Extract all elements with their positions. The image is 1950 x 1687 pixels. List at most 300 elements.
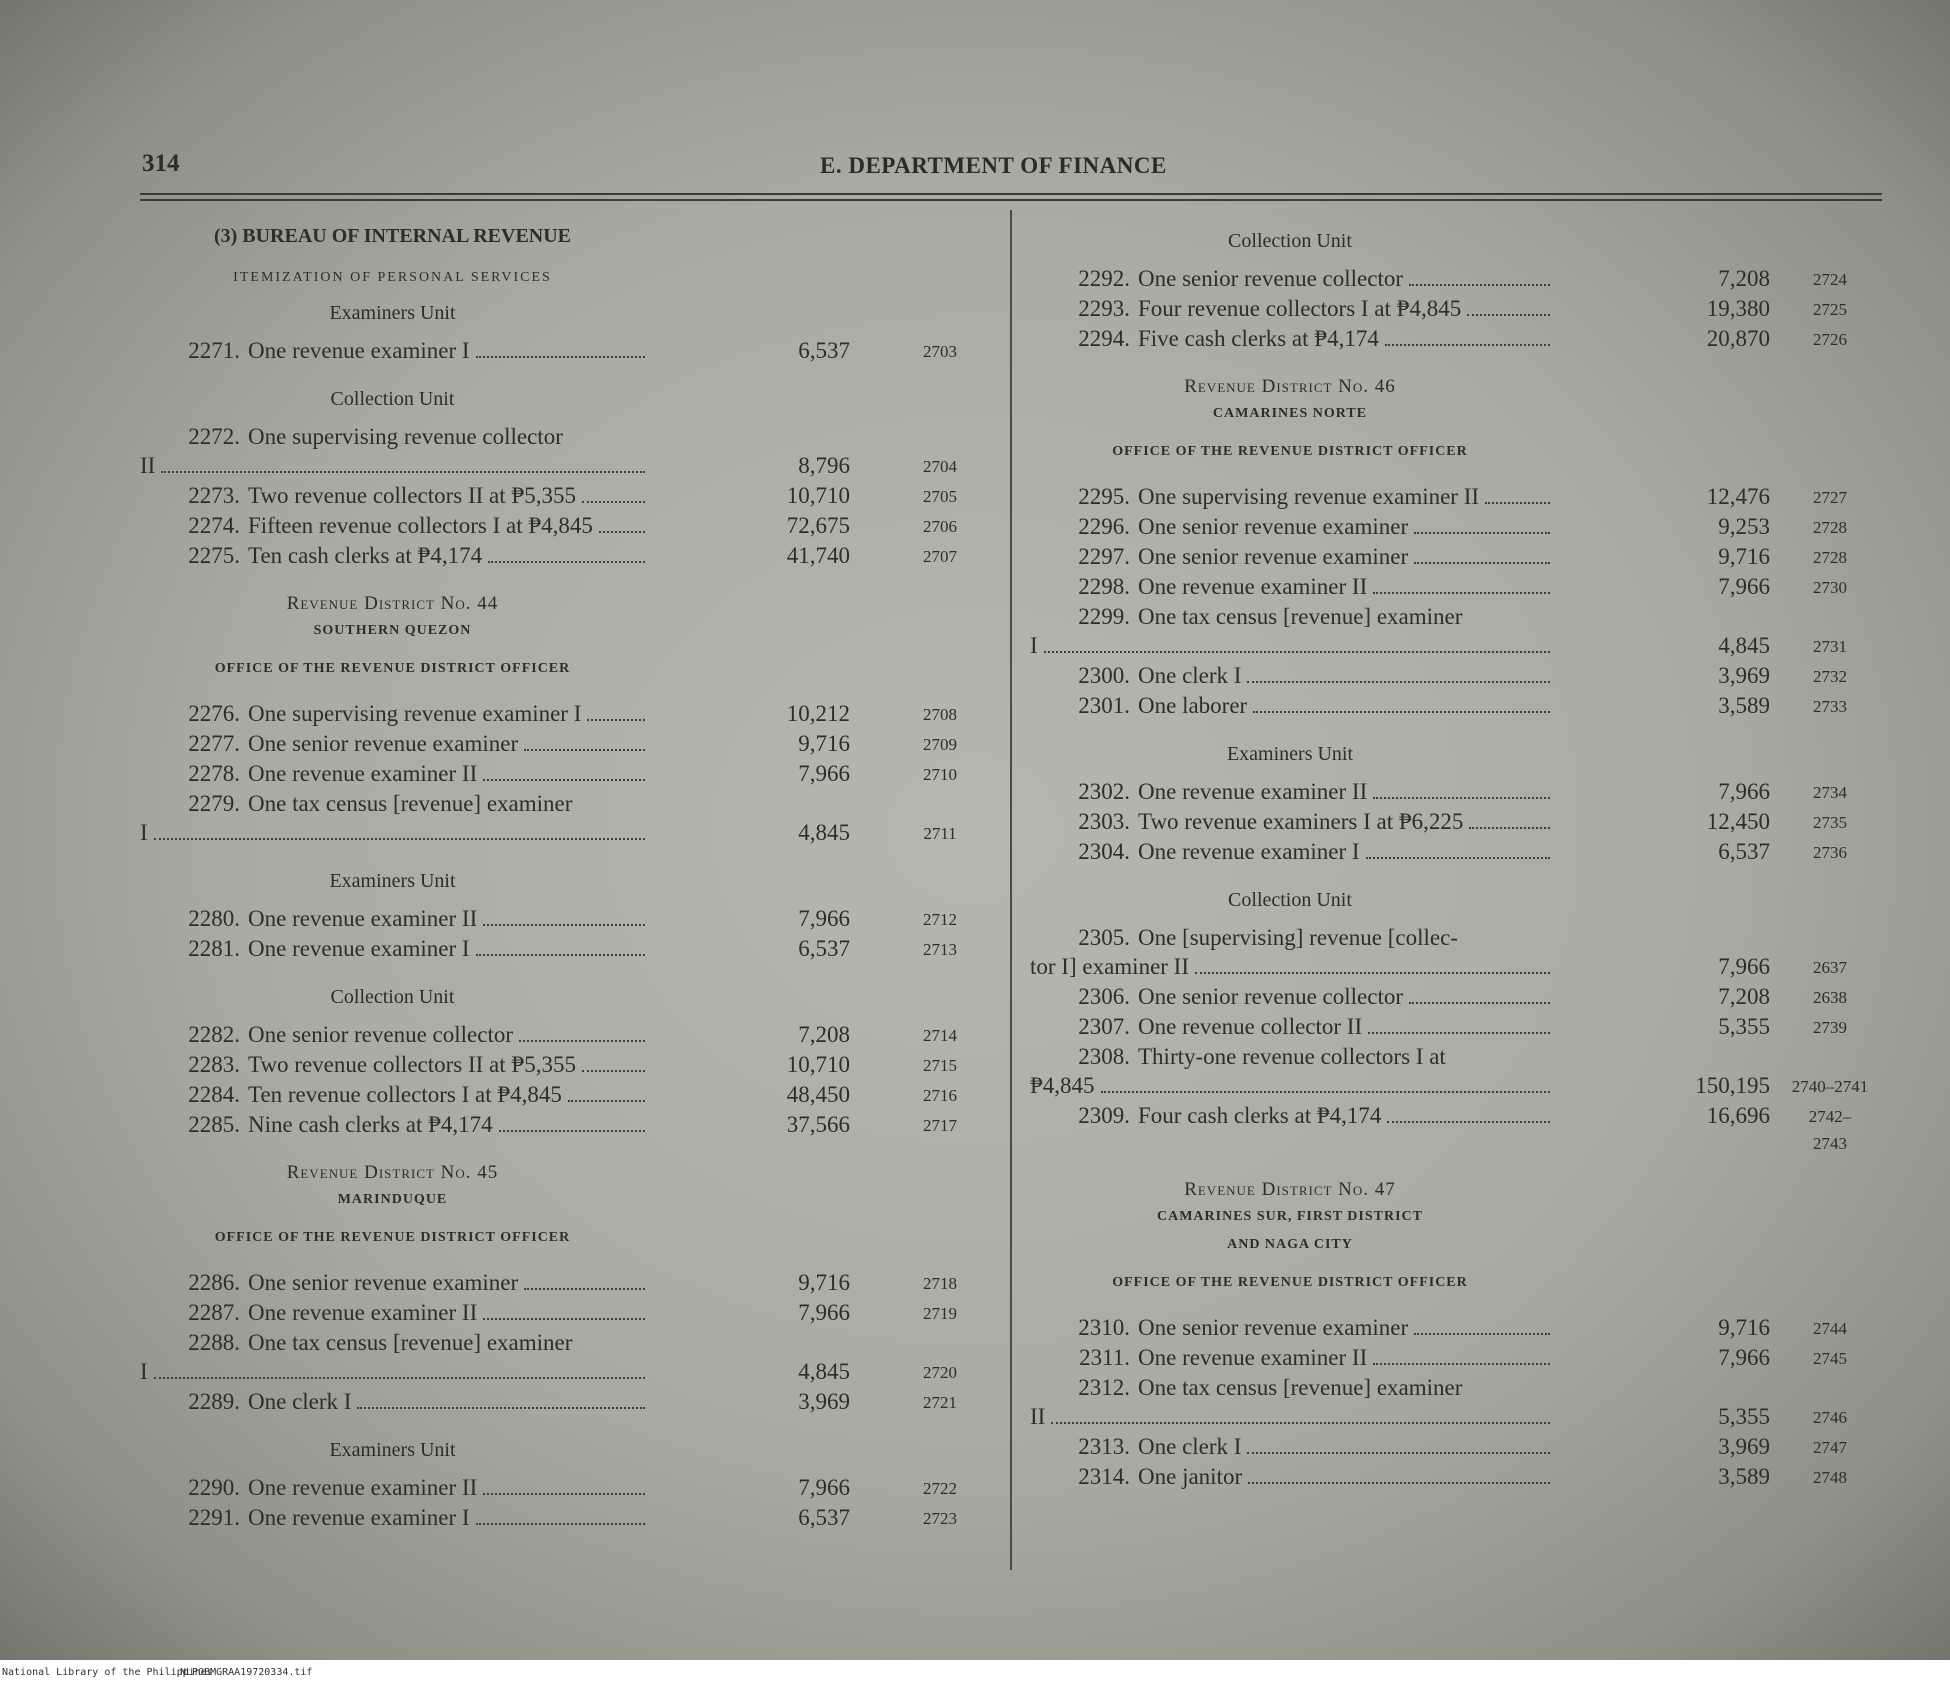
item-description-text: One supervising revenue examiner II [1138, 484, 1480, 509]
leader-dots [1373, 576, 1550, 594]
item-number: 2314. [1078, 1464, 1130, 1489]
item-amount: 8,796 [798, 453, 850, 478]
item-description [248, 483, 645, 509]
item-amount: 48,450 [786, 1082, 850, 1107]
item-number: 2272. [188, 424, 240, 449]
leader-dots [1368, 1016, 1550, 1034]
item-description-continued [140, 1359, 645, 1385]
item-description [248, 1330, 645, 1356]
leader-dots [599, 515, 645, 533]
leader-dots [488, 545, 645, 563]
item-amount: 9,716 [798, 1270, 850, 1295]
page-number: 314 [142, 150, 180, 177]
item-number: 2301. [1078, 693, 1130, 718]
line-item [1030, 266, 1890, 296]
line-item [1030, 1375, 1890, 1429]
itemization-heading: ITEMIZATION OF PERSONAL SERVICES [233, 270, 552, 285]
item-number: 2288. [188, 1330, 240, 1355]
item-description-text: One senior revenue examiner [248, 731, 519, 756]
item-description-text: One revenue examiner I [248, 338, 470, 363]
item-amount: 3,589 [1718, 1464, 1770, 1489]
leader-dots [154, 822, 645, 840]
leader-dots [1101, 1075, 1550, 1093]
continued-text: I [1030, 633, 1038, 658]
item-description [1138, 484, 1550, 510]
item-description [1138, 925, 1550, 951]
item-amount: 12,450 [1706, 809, 1770, 834]
item-description [248, 1112, 645, 1138]
item-description [248, 1505, 645, 1531]
line-item [140, 1475, 1000, 1505]
item-number: 2280. [188, 906, 240, 931]
item-description-text: One tax census [revenue] examiner [248, 1330, 573, 1355]
continued-text: I [140, 1359, 148, 1384]
leader-dots [483, 763, 645, 781]
item-reference: 2720 [923, 1363, 957, 1382]
header-rule-bottom [140, 199, 1882, 201]
item-number: 2306. [1078, 984, 1130, 1009]
leader-dots [1366, 841, 1550, 859]
header-rule-top [140, 193, 1882, 195]
item-description-text: Five cash clerks at ₱4,174 [1138, 326, 1379, 351]
item-amount: 5,355 [1718, 1014, 1770, 1039]
item-description [248, 1022, 645, 1048]
item-description-text: One laborer [1138, 693, 1248, 718]
item-description [248, 791, 645, 817]
item-reference: 2704 [923, 457, 957, 476]
item-amount: 72,675 [786, 513, 850, 538]
item-description-text: One senior revenue examiner [1138, 1315, 1409, 1340]
item-description-text: One janitor [1138, 1464, 1243, 1489]
item-description [248, 761, 645, 787]
line-item [1030, 984, 1890, 1014]
item-description [1138, 1315, 1550, 1341]
leader-dots [1253, 695, 1550, 713]
item-amount: 3,969 [1718, 1434, 1770, 1459]
item-number: 2308. [1078, 1044, 1130, 1069]
item-reference: 2708 [923, 705, 957, 724]
leader-dots [1485, 486, 1550, 504]
line-item [1030, 574, 1890, 604]
item-number: 2283. [188, 1052, 240, 1077]
item-reference: 2734 [1813, 783, 1847, 802]
item-number: 2291. [188, 1505, 240, 1530]
line-item [140, 483, 1000, 513]
item-reference: 2728 [1813, 548, 1847, 567]
item-amount: 3,589 [1718, 693, 1770, 718]
item-description-text: One clerk I [248, 1389, 352, 1414]
leader-dots [1247, 1436, 1550, 1454]
item-description-text: Thirty-one revenue collectors I at [1138, 1044, 1446, 1069]
item-description [248, 513, 645, 539]
line-item [140, 701, 1000, 731]
leader-dots [1409, 986, 1550, 1004]
line-item [1030, 296, 1890, 326]
item-number: 2309. [1078, 1103, 1130, 1128]
page-title: E. DEPARTMENT OF FINANCE [820, 153, 1167, 178]
item-description [1138, 779, 1550, 805]
item-amount: 7,208 [798, 1022, 850, 1047]
item-reference: 2721 [923, 1393, 957, 1412]
item-description [1138, 296, 1550, 322]
office-heading: OFFICE OF THE REVENUE DISTRICT OFFICER [1112, 1275, 1468, 1290]
item-reference: 2724 [1813, 270, 1847, 289]
line-item [1030, 1044, 1890, 1098]
unit-heading: Collection Unit [330, 388, 455, 410]
item-description-text: One revenue examiner II [1138, 1345, 1368, 1370]
item-reference: 2707 [923, 547, 957, 566]
item-reference: 2718 [923, 1274, 957, 1293]
line-item [1030, 484, 1890, 514]
office-heading: OFFICE OF THE REVENUE DISTRICT OFFICER [214, 1230, 571, 1245]
leader-dots [587, 703, 645, 721]
item-reference: 2714 [923, 1026, 957, 1045]
item-description-text: One senior revenue examiner [1138, 544, 1409, 569]
item-reference: 2717 [923, 1116, 957, 1135]
unit-heading: Collection Unit [1228, 230, 1352, 252]
line-item [140, 543, 1000, 573]
item-description-text: Ten cash clerks at ₱4,174 [248, 543, 483, 568]
item-number: 2285. [188, 1112, 240, 1137]
column-divider [1010, 210, 1012, 1570]
item-number: 2292. [1078, 266, 1130, 291]
item-description-text: One senior revenue collector [1138, 984, 1404, 1009]
item-number: 2311. [1079, 1345, 1130, 1370]
item-description-text: One revenue examiner II [248, 1475, 478, 1500]
item-description [1138, 839, 1550, 865]
line-item [1030, 1434, 1890, 1464]
item-description-text: One revenue examiner I [1138, 839, 1360, 864]
line-item [1030, 514, 1890, 544]
item-description-text: One revenue examiner I [248, 1505, 470, 1530]
leader-dots [582, 1054, 645, 1072]
item-amount: 6,537 [798, 338, 850, 363]
line-item [140, 1022, 1000, 1052]
item-description-text: One tax census [revenue] examiner [1138, 604, 1463, 629]
item-description-text: One tax census [revenue] examiner [248, 791, 573, 816]
leader-dots [476, 1507, 645, 1525]
line-item [1030, 693, 1890, 723]
district-heading: Revenue District No. 44 [286, 593, 499, 614]
item-reference: 2748 [1813, 1468, 1847, 1487]
continued-text: tor I] examiner II [1030, 954, 1190, 979]
item-description [1138, 1375, 1550, 1401]
item-description [1138, 574, 1550, 600]
item-number: 2307. [1078, 1014, 1130, 1039]
item-amount: 7,966 [798, 906, 850, 931]
item-amount: 12,476 [1706, 484, 1770, 509]
item-amount: 20,870 [1706, 326, 1770, 351]
item-reference: 2722 [923, 1479, 957, 1498]
item-reference: 2746 [1813, 1408, 1847, 1427]
district-heading: Revenue District No. 46 [1184, 376, 1396, 397]
item-amount: 7,966 [1718, 954, 1770, 979]
item-number: 2302. [1078, 779, 1130, 804]
item-amount: 41,740 [786, 543, 850, 568]
item-reference-continued: 2743 [1813, 1134, 1847, 1153]
item-reference: 2703 [923, 342, 957, 361]
item-reference: 2710 [923, 765, 957, 784]
item-reference: 2735 [1813, 813, 1847, 832]
leader-dots [1414, 516, 1550, 534]
continued-text: ₱4,845 [1030, 1073, 1095, 1098]
item-number: 2282. [188, 1022, 240, 1047]
item-reference: 2723 [923, 1509, 957, 1528]
item-number: 2305. [1078, 925, 1130, 950]
leader-dots [1051, 1406, 1550, 1424]
leader-dots [476, 938, 645, 956]
item-reference: 2725 [1813, 300, 1847, 319]
leader-dots [1195, 956, 1550, 974]
line-item [140, 424, 1000, 478]
item-amount: 19,380 [1706, 296, 1770, 321]
item-reference: 2716 [923, 1086, 957, 1105]
item-number: 2298. [1078, 574, 1130, 599]
item-description-text: One revenue examiner II [248, 906, 478, 931]
item-description-text: One revenue examiner II [1138, 574, 1368, 599]
item-reference: 2712 [923, 910, 957, 929]
leader-dots [1373, 781, 1550, 799]
leader-dots [568, 1084, 645, 1102]
leader-dots [524, 733, 645, 751]
item-reference: 2715 [923, 1056, 957, 1075]
line-item [1030, 1103, 1890, 1153]
line-item [140, 936, 1000, 966]
item-reference: 2713 [923, 940, 957, 959]
district-heading: Revenue District No. 47 [1184, 1179, 1396, 1200]
leader-dots [1414, 546, 1550, 564]
item-amount: 7,966 [1718, 779, 1770, 804]
leader-dots [1467, 298, 1550, 316]
line-item [1030, 1464, 1890, 1494]
item-reference: 2736 [1813, 843, 1847, 862]
item-amount: 9,716 [1718, 544, 1770, 569]
line-item [140, 1505, 1000, 1535]
item-number: 2304. [1078, 839, 1130, 864]
item-amount: 9,253 [1718, 514, 1770, 539]
leader-dots [499, 1114, 645, 1132]
item-description-continued [140, 820, 645, 846]
item-amount: 4,845 [1718, 633, 1770, 658]
item-reference: 2740–2741 [1791, 1077, 1869, 1096]
item-amount: 7,966 [798, 1475, 850, 1500]
item-reference: 2706 [923, 517, 957, 536]
item-description-text: One revenue examiner II [248, 761, 478, 786]
item-reference: 2730 [1813, 578, 1847, 597]
item-amount: 6,537 [798, 1505, 850, 1530]
item-number: 2300. [1078, 663, 1130, 688]
item-description-text: One [supervising] revenue [collec- [1138, 925, 1458, 950]
leader-dots [524, 1272, 645, 1290]
item-description [1138, 544, 1550, 570]
item-number: 2275. [188, 543, 240, 568]
item-number: 2290. [188, 1475, 240, 1500]
leader-dots [1248, 1466, 1550, 1484]
leader-dots [1414, 1317, 1550, 1335]
leader-dots [161, 455, 645, 473]
line-item [140, 1300, 1000, 1330]
unit-heading: Examiners Unit [329, 1439, 456, 1461]
line-item [1030, 839, 1890, 869]
item-amount: 7,208 [1718, 984, 1770, 1009]
office-heading: OFFICE OF THE REVENUE DISTRICT OFFICER [1112, 444, 1468, 459]
line-item [1030, 779, 1890, 809]
item-description-text: One clerk I [1138, 1434, 1242, 1459]
item-description [1138, 514, 1550, 540]
line-item [140, 906, 1000, 936]
leader-dots [519, 1024, 645, 1042]
continued-text: II [140, 453, 156, 478]
line-item [140, 1052, 1000, 1082]
item-description [1138, 1014, 1550, 1040]
item-description [1138, 1345, 1550, 1371]
item-number: 2271. [188, 338, 240, 363]
line-item [1030, 326, 1890, 356]
item-reference: 2731 [1813, 637, 1847, 656]
item-description [1138, 984, 1550, 1010]
item-amount: 9,716 [1718, 1315, 1770, 1340]
item-reference: 2705 [923, 487, 957, 506]
item-reference: 2719 [923, 1304, 957, 1323]
item-reference: 2747 [1813, 1438, 1847, 1457]
item-description [248, 543, 645, 569]
line-item [1030, 544, 1890, 574]
item-description [1138, 326, 1550, 352]
item-reference: 2732 [1813, 667, 1847, 686]
unit-heading: Collection Unit [1228, 889, 1352, 911]
item-description-text: One senior revenue examiner [1138, 514, 1409, 539]
line-item [140, 1330, 1000, 1384]
item-description-text: Fifteen revenue collectors I at ₱4,845 [248, 513, 593, 538]
leader-dots [1387, 1105, 1550, 1123]
item-description [1138, 1464, 1550, 1490]
item-description-text: One supervising revenue collector [248, 424, 563, 449]
item-amount: 4,845 [798, 1359, 850, 1384]
line-item [140, 1082, 1000, 1112]
line-item [140, 513, 1000, 543]
leader-dots [483, 1477, 645, 1495]
item-description [1138, 1044, 1550, 1070]
leader-dots [154, 1361, 645, 1379]
line-item [140, 1112, 1000, 1142]
item-reference: 2711 [923, 824, 957, 843]
leader-dots [483, 908, 645, 926]
item-amount: 3,969 [1718, 663, 1770, 688]
item-number: 2294. [1078, 326, 1130, 351]
item-description [1138, 809, 1550, 835]
leader-dots [582, 485, 645, 503]
district-place: CAMARINES NORTE [1212, 406, 1368, 421]
item-amount: 10,212 [786, 701, 850, 726]
unit-heading: Examiners Unit [329, 870, 456, 892]
item-description-text: One revenue collector II [1138, 1014, 1363, 1039]
item-description-text: Two revenue collectors II at ₱5,355 [248, 1052, 576, 1077]
item-description-text: One senior revenue collector [1138, 266, 1404, 291]
item-amount: 6,537 [798, 936, 850, 961]
item-amount: 7,966 [798, 1300, 850, 1325]
item-reference: 2638 [1813, 988, 1847, 1007]
item-description-continued [140, 453, 645, 479]
item-amount: 10,710 [786, 1052, 850, 1077]
item-description [248, 338, 645, 364]
unit-heading: Examiners Unit [329, 302, 456, 324]
item-number: 2310. [1078, 1315, 1130, 1340]
item-reference: 2739 [1813, 1018, 1847, 1037]
line-item [140, 791, 1000, 845]
item-amount: 10,710 [786, 483, 850, 508]
line-item [1030, 663, 1890, 693]
item-reference: 2726 [1813, 330, 1847, 349]
item-number: 2273. [188, 483, 240, 508]
item-description-text: Two revenue collectors II at ₱5,355 [248, 483, 576, 508]
item-description-text: One tax census [revenue] examiner [1138, 1375, 1463, 1400]
item-description [1138, 693, 1550, 719]
item-number: 2303. [1078, 809, 1130, 834]
item-description-text: One revenue examiner II [248, 1300, 478, 1325]
item-description-text: Nine cash clerks at ₱4,174 [248, 1112, 493, 1137]
line-item [140, 1389, 1000, 1419]
item-reference: 2733 [1813, 697, 1847, 716]
item-description [248, 906, 645, 932]
district-place-line2: AND NAGA CITY [1227, 1237, 1353, 1252]
item-description-text: One senior revenue collector [248, 1022, 514, 1047]
item-amount: 7,966 [1718, 574, 1770, 599]
item-description [248, 1389, 645, 1415]
line-item [1030, 1345, 1890, 1375]
item-reference: 2742– [1808, 1107, 1852, 1126]
item-description [1138, 1103, 1550, 1129]
item-number: 2281. [188, 936, 240, 961]
item-amount: 4,845 [798, 820, 850, 845]
leader-dots [476, 340, 645, 358]
continued-text: I [140, 820, 148, 845]
item-amount: 9,716 [798, 731, 850, 756]
item-description-text: Ten revenue collectors I at ₱4,845 [248, 1082, 562, 1107]
item-description-continued [1030, 1073, 1550, 1099]
item-description-text: One clerk I [1138, 663, 1242, 688]
line-item [1030, 1315, 1890, 1345]
item-description [248, 1082, 645, 1108]
item-reference: 2637 [1813, 958, 1847, 977]
bureau-heading: (3) BUREAU OF INTERNAL REVENUE [213, 225, 572, 247]
line-item [1030, 925, 1890, 979]
item-amount: 7,966 [798, 761, 850, 786]
line-item [140, 761, 1000, 791]
item-amount: 37,566 [786, 1112, 850, 1137]
item-number: 2278. [188, 761, 240, 786]
item-reference: 2727 [1813, 488, 1847, 507]
leader-dots [1469, 811, 1550, 829]
item-amount: 3,969 [798, 1389, 850, 1414]
item-number: 2289. [188, 1389, 240, 1414]
item-description-continued [1030, 1404, 1550, 1430]
line-item [1030, 809, 1890, 839]
item-number: 2295. [1078, 484, 1130, 509]
item-description [248, 936, 645, 962]
item-description-text: Four cash clerks at ₱4,174 [1138, 1103, 1382, 1128]
item-description [248, 731, 645, 757]
item-number: 2274. [188, 513, 240, 538]
leader-dots [1373, 1347, 1550, 1365]
leader-dots [1409, 268, 1550, 286]
item-description [248, 701, 645, 727]
item-number: 2276. [188, 701, 240, 726]
item-number: 2299. [1078, 604, 1130, 629]
leader-dots [483, 1302, 645, 1320]
item-number: 2277. [188, 731, 240, 756]
line-item [140, 1270, 1000, 1300]
leader-dots [1385, 328, 1550, 346]
